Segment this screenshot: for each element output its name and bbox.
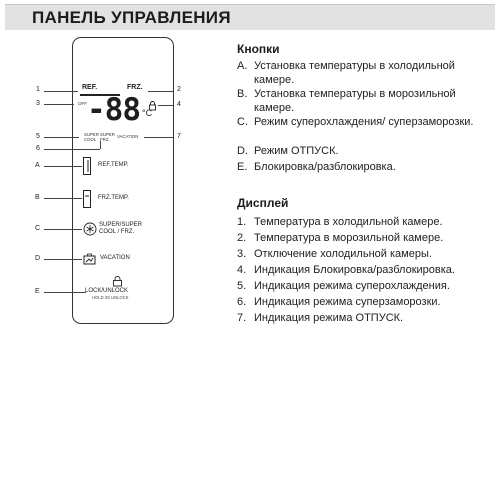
super-cool-frz-button[interactable] [83,222,97,236]
display-item-text: Индикация режима суперохлаждения. [254,280,450,292]
temperature-digits: -88 [87,92,140,128]
lock-indicator-icon [147,98,158,109]
callout-1: 1 [36,86,40,93]
lock-unlock-label: LOCK/UNLOCK [85,288,129,294]
display-item-text: Отключение холодильной камеры. [254,248,432,260]
callout-7: 7 [177,133,181,140]
callout-2-leader [148,91,174,92]
frz-temp-label: FRZ.TEMP. [98,195,129,201]
button-item-text: Режим суперохлаждения/ суперзаморозки. [254,116,474,128]
frz-indicator: FRZ. [127,84,143,91]
display-item-key: 1. [237,216,247,228]
button-item-key: A. [237,60,248,72]
vacation-indicator: VACATION [117,134,139,139]
display-item-text: Температура в холодильной камере. [254,216,443,228]
callout-5: 5 [36,133,40,140]
callout-D-leader [44,259,82,260]
super-cool-indicator: SUPER COOL [84,132,99,142]
super-cool-frz-label-line2: COOL / FRZ. [99,229,135,235]
button-item-key: E. [237,161,248,173]
lock-unlock-hint: HOLD 3S UNLOCK [92,295,129,300]
button-item-text: Установка температуры в морозильной камере. [254,88,456,114]
frz-temp-button[interactable] [83,190,91,208]
vacation-label: VACATION [100,255,130,261]
display-item-key: 7. [237,312,247,324]
callout-1-leader [44,91,78,92]
celsius-unit: °C [142,108,153,118]
display-item-key: 2. [237,232,247,244]
callout-E-leader [44,292,86,293]
display-item-key: 6. [237,296,247,308]
buttons-section-title: Кнопки [237,42,280,56]
callout-A-leader [44,166,82,167]
fridge-icon [84,158,90,174]
callout-2: 2 [177,86,181,93]
callout-D: D [35,255,41,262]
callout-6: 6 [36,145,40,152]
callout-4-leader [158,105,174,106]
display-item-key: 5. [237,280,247,292]
off-indicator: OFF [78,101,87,106]
callout-6-leader-vertical [100,141,101,149]
callout-C: C [35,225,41,232]
callout-5-leader [44,137,79,138]
display-section-title: Дисплей [237,196,289,210]
callout-4: 4 [177,101,181,108]
display-item-text: Индикация режима ОТПУСК. [254,312,404,324]
callout-B-leader [44,198,82,199]
callout-3: 3 [36,100,40,107]
display-item-key: 4. [237,264,247,276]
display-item-text: Температура в морозильной камере. [254,232,444,244]
page-header [5,4,495,30]
display-item-text: Индикация Блокировка/разблокировка. [254,264,455,276]
control-panel-outline [72,37,174,324]
freezer-icon [84,191,90,207]
ref-indicator: REF. [82,84,98,91]
lock-icon [112,274,123,286]
snowflake-icon [83,222,97,236]
super-cool-frz-label-line1: SUPER/SUPER [99,222,143,228]
button-item-text: Установка температуры в холодильной камере. [254,60,455,86]
button-item-key: C. [237,116,248,128]
button-item-text: Блокировка/разблокировка. [254,161,396,173]
lock-unlock-button[interactable] [112,274,123,286]
super-frz-indicator: SUPER FRZ. [100,132,115,142]
button-item-key: D. [237,145,248,157]
display-item-text: Индикация режима суперзаморозки. [254,296,441,308]
callout-6-leader [44,149,100,150]
page-title: ПАНЕЛЬ УПРАВЛЕНИЯ [32,8,231,27]
callout-3-leader [44,104,74,105]
button-item-key: B. [237,88,248,100]
suitcase-icon [83,252,96,264]
callout-C-leader [44,229,82,230]
callout-B: B [35,194,40,201]
callout-A: A [35,162,40,169]
ref-temp-button[interactable] [83,157,91,175]
callout-7-leader [144,137,174,138]
button-item-text: Режим ОТПУСК. [254,145,339,157]
ref-temp-label: REF.TEMP. [98,162,129,168]
callout-E: E [35,288,40,295]
display-item-key: 3. [237,248,247,260]
vacation-button[interactable] [83,252,96,264]
